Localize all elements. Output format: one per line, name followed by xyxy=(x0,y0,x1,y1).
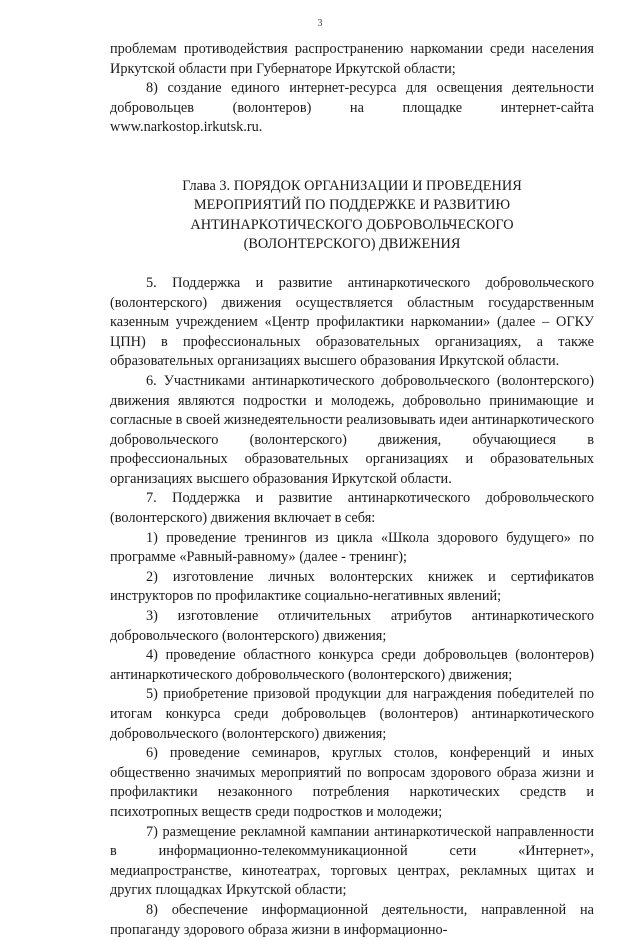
page-number: 3 xyxy=(317,18,323,29)
list-item-8: 8) обеспечение информационной деятельности, направленной на пропаганду здорового образа жизни в информационно- xyxy=(110,901,594,938)
list-item-2: 2) изготовление личных волонтерских книжек и сертификатов инструкторов по профилактике социально-негативных явлений; xyxy=(110,568,594,605)
chapter-heading-line: (ВОЛОНТЕРСКОГО) ДВИЖЕНИЯ xyxy=(243,236,461,253)
paragraph-intro-continuation: проблемам противодействия распространению наркомании среди населения Иркутской области при Губернаторе Иркутской области; xyxy=(110,41,594,77)
paragraph-6: 6. Участниками антинаркотического добровольческого (волонтерского) движения являются подростки и молодежь, добровольно принимающие и согласные в своей жизнедеятельности реализовывать идеи антинаркотического добровольческого (волонтерского) движения, обучающиеся в профессиональных образовательных организациях и образовательных организациях высшего образования Иркутской области. xyxy=(110,372,595,487)
list-item-7: 7) размещение рекламной кампании антинаркотической направленности в информационно-телекоммуникационной сети «Интернет», медиапространстве, кинотеатрах, торговых центрах, рекламных щитах и других площадках Иркутской области; xyxy=(110,823,594,899)
document-body xyxy=(110,40,594,940)
list-item-4: 4) проведение областного конкурса среди добровольцев (волонтеров) антинаркотического добровольческого (волонтерского) движения; xyxy=(110,647,594,683)
chapter-heading-line: Глава 3. ПОРЯДОК ОРГАНИЗАЦИИ И ПРОВЕДЕНИЯ xyxy=(182,177,522,194)
list-item-1: 1) проведение тренингов из цикла «Школа здорового будущего» по программе «Равный-равному» (далее - тренинг); xyxy=(110,529,594,566)
chapter-heading-line: АНТИНАРКОТИЧЕСКОГО ДОБРОВОЛЬЧЕСКОГО xyxy=(190,216,514,233)
paragraph-intro-item-8: 8) создание единого интернет-ресурса для освещения деятельности добровольцев (волонтеров) на площадке интернет-сайта www.narkostop.irkutsk.ru. xyxy=(110,80,594,136)
chapter-heading-line: МЕРОПРИЯТИЙ ПО ПОДДЕРЖКЕ И РАЗВИТИЮ xyxy=(193,197,511,214)
list-item-6: 6) проведение семинаров, круглых столов, конференций и иных общественно значимых мероприятий по вопросам здорового образа жизни и профилактики незаконного потребления наркотических средств и психотропных веществ среди подростков и молодежи; xyxy=(110,745,594,820)
list-item-5: 5) приобретение призовой продукции для награждения победителей по итогам конкурса среди добровольцев (волонтеров) антинаркотического добровольческого (волонтерского) движения; xyxy=(110,686,594,742)
paragraph-5: 5. Поддержка и развитие антинаркотического добровольческого (волонтерского) движения осуществляется областным государственным казенным учреждением «Центр профилактики наркомании» (далее – ОГКУ ЦПН) в профессиональных образовательных организациях, а также образовательных организациях высшего образования Иркутской области. xyxy=(110,274,594,370)
paragraph-7: 7. Поддержка и развитие антинаркотического добровольческого (волонтерского) движения включает в себя: xyxy=(110,490,594,527)
list-item-3: 3) изготовление отличительных атрибутов антинаркотического добровольческого (волонтерского) движения; xyxy=(110,608,594,644)
chapter-heading xyxy=(110,177,594,255)
